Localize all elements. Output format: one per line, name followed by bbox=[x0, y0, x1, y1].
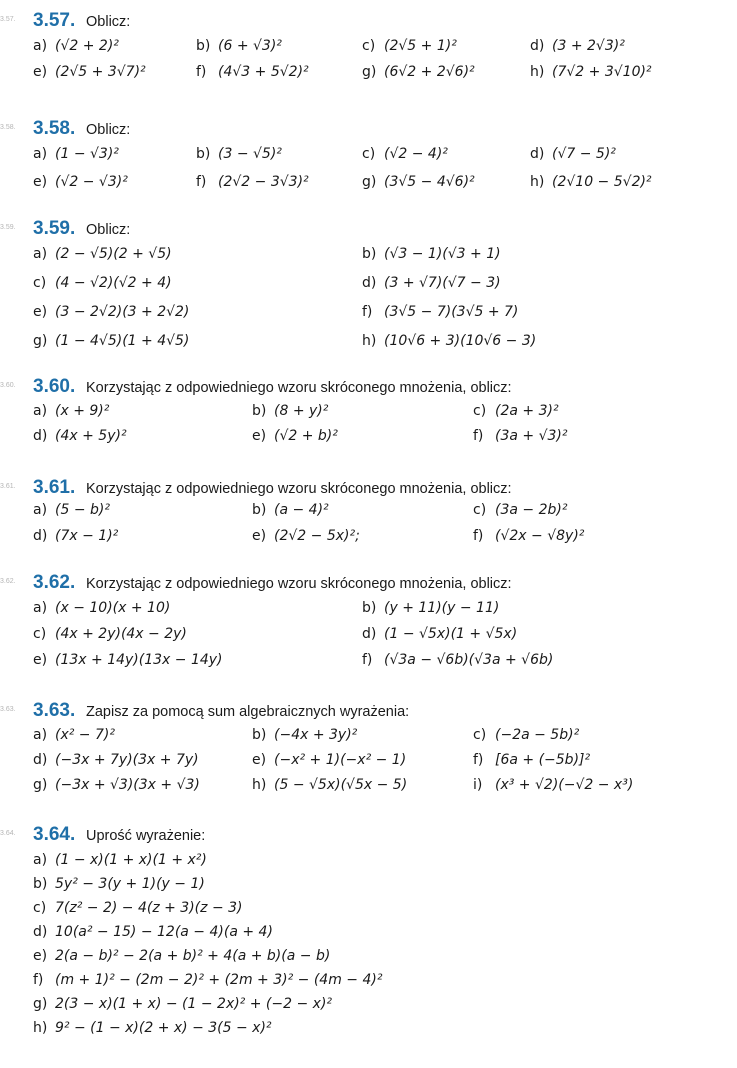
exercise-number: 3.61. bbox=[33, 477, 76, 498]
item-label: c) bbox=[473, 502, 487, 518]
exercise-item bbox=[33, 146, 119, 162]
item-expression: (x² − 7)² bbox=[55, 727, 115, 743]
item-label: h) bbox=[33, 1020, 48, 1036]
item-row bbox=[0, 38, 737, 62]
item-row bbox=[0, 403, 737, 427]
item-expression: (√2 − √3)² bbox=[55, 174, 128, 190]
item-label: d) bbox=[33, 752, 48, 768]
item-label: e) bbox=[33, 174, 48, 190]
item-label: f) bbox=[362, 304, 373, 320]
item-expression: 9² − (1 − x)(2 + x) − 3(5 − x)² bbox=[55, 1020, 272, 1036]
item-expression: 5y² − 3(y + 1)(y − 1) bbox=[55, 876, 205, 892]
exercise-item bbox=[33, 948, 330, 964]
item-row bbox=[0, 852, 737, 876]
exercise-instruction: Korzystając z odpowiedniego wzoru skróconego mnożenia, oblicz: bbox=[86, 576, 512, 592]
item-label: b) bbox=[252, 403, 267, 419]
exercise-item bbox=[252, 752, 406, 768]
margin-number: 3.59. bbox=[0, 224, 16, 231]
item-expression: (1 − √3)² bbox=[55, 146, 119, 162]
margin-number: 3.62. bbox=[0, 578, 16, 585]
margin-number: 3.64. bbox=[0, 830, 16, 837]
item-expression: (3a − 2b)² bbox=[495, 502, 568, 518]
item-label: d) bbox=[33, 428, 48, 444]
margin-number: 3.57. bbox=[0, 16, 16, 23]
item-label: i) bbox=[473, 777, 483, 793]
item-expression: (4x + 2y)(4x − 2y) bbox=[55, 626, 187, 642]
item-expression: (3 − 2√2)(3 + 2√2) bbox=[55, 304, 190, 320]
item-label: d) bbox=[530, 38, 545, 54]
item-expression: (−4x + 3y)² bbox=[274, 727, 358, 743]
item-label: b) bbox=[252, 502, 267, 518]
exercise-header bbox=[0, 218, 737, 242]
exercise-3-59 bbox=[0, 218, 737, 349]
item-expression: (2√5 + 1)² bbox=[384, 38, 457, 54]
margin-number: 3.58. bbox=[0, 124, 16, 131]
item-label: b) bbox=[362, 246, 377, 262]
exercise-item bbox=[196, 174, 309, 190]
item-expression: (4√3 + 5√2)² bbox=[218, 64, 309, 80]
item-label: g) bbox=[362, 64, 377, 80]
item-expression: (4x + 5y)² bbox=[55, 428, 127, 444]
exercise-item bbox=[362, 64, 475, 80]
item-expression: (2a + 3)² bbox=[495, 403, 559, 419]
item-row bbox=[0, 528, 737, 552]
exercise-item bbox=[473, 777, 633, 793]
item-label: b) bbox=[196, 38, 211, 54]
exercise-item bbox=[473, 403, 559, 419]
exercise-item bbox=[473, 752, 590, 768]
item-label: b) bbox=[33, 876, 48, 892]
exercise-item bbox=[252, 428, 338, 444]
item-expression: (2√5 + 3√7)² bbox=[55, 64, 146, 80]
exercise-header bbox=[0, 376, 737, 400]
item-label: c) bbox=[473, 727, 487, 743]
item-expression: (5 − √5x)(√5x − 5) bbox=[274, 777, 408, 793]
exercise-header bbox=[0, 10, 737, 34]
item-expression: (13x + 14y)(13x − 14y) bbox=[55, 652, 223, 668]
exercise-number: 3.63. bbox=[33, 700, 76, 721]
exercise-item bbox=[362, 146, 448, 162]
item-row bbox=[0, 174, 737, 198]
exercise-item bbox=[196, 38, 282, 54]
item-expression: 10(a² − 15) − 12(a − 4)(a + 4) bbox=[55, 924, 273, 940]
item-label: e) bbox=[33, 304, 48, 320]
item-label: a) bbox=[33, 600, 48, 616]
exercise-item bbox=[473, 428, 567, 444]
exercise-item bbox=[33, 333, 189, 349]
item-expression: (−3x + √3)(3x + √3) bbox=[55, 777, 200, 793]
exercise-item bbox=[362, 38, 457, 54]
exercise-item bbox=[196, 146, 282, 162]
exercise-instruction: Zapisz za pomocą sum algebraicznych wyrażenia: bbox=[86, 704, 410, 720]
exercise-instruction: Oblicz: bbox=[86, 14, 131, 30]
item-label: f) bbox=[196, 174, 207, 190]
item-row bbox=[0, 1020, 737, 1044]
item-expression: (6 + √3)² bbox=[218, 38, 282, 54]
item-expression: (√2 − 4)² bbox=[384, 146, 448, 162]
item-row bbox=[0, 652, 737, 676]
exercise-item bbox=[33, 777, 200, 793]
exercise-instruction: Oblicz: bbox=[86, 222, 131, 238]
exercise-instruction: Korzystając z odpowiedniego wzoru skróconego mnożenia, oblicz: bbox=[86, 380, 512, 396]
item-row bbox=[0, 600, 737, 624]
item-expression: (1 − 4√5)(1 + 4√5) bbox=[55, 333, 190, 349]
exercise-number: 3.60. bbox=[33, 376, 76, 397]
margin-number: 3.60. bbox=[0, 382, 16, 389]
item-label: a) bbox=[33, 852, 48, 868]
item-expression: (x³ + √2)(−√2 − x³) bbox=[495, 777, 634, 793]
exercise-item bbox=[530, 64, 652, 80]
item-expression: (6√2 + 2√6)² bbox=[384, 64, 475, 80]
exercise-item bbox=[252, 727, 357, 743]
item-label: a) bbox=[33, 403, 48, 419]
item-label: b) bbox=[362, 600, 377, 616]
exercise-3-58 bbox=[0, 118, 737, 190]
item-label: g) bbox=[362, 174, 377, 190]
item-expression: (√3a − √6b)(√3a + √6b) bbox=[384, 652, 554, 668]
exercise-item bbox=[33, 626, 187, 642]
exercise-item bbox=[362, 174, 475, 190]
item-expression: (7√2 + 3√10)² bbox=[552, 64, 652, 80]
item-expression: (√2 + 2)² bbox=[55, 38, 119, 54]
item-row bbox=[0, 948, 737, 972]
item-expression: (3a + √3)² bbox=[495, 428, 568, 444]
item-expression: (3 + 2√3)² bbox=[552, 38, 625, 54]
item-label: e) bbox=[252, 752, 267, 768]
item-row bbox=[0, 502, 737, 526]
exercise-header bbox=[0, 824, 737, 848]
item-label: b) bbox=[252, 727, 267, 743]
exercise-3-60 bbox=[0, 376, 737, 444]
exercise-item bbox=[473, 502, 567, 518]
exercise-instruction: Korzystając z odpowiedniego wzoru skróconego mnożenia, oblicz: bbox=[86, 481, 512, 497]
item-label: f) bbox=[196, 64, 207, 80]
exercise-item bbox=[33, 38, 119, 54]
exercise-item bbox=[33, 727, 115, 743]
exercise-number: 3.59. bbox=[33, 218, 76, 239]
item-label: a) bbox=[33, 727, 48, 743]
item-expression: (2√10 − 5√2)² bbox=[552, 174, 652, 190]
exercise-item bbox=[362, 626, 517, 642]
item-label: h) bbox=[362, 333, 377, 349]
item-row bbox=[0, 626, 737, 650]
item-row bbox=[0, 428, 737, 452]
exercise-item bbox=[252, 528, 360, 544]
item-row bbox=[0, 246, 737, 270]
exercise-item bbox=[33, 900, 243, 916]
item-label: d) bbox=[33, 924, 48, 940]
item-label: d) bbox=[362, 626, 377, 642]
item-expression: (√2x − √8y)² bbox=[495, 528, 585, 544]
item-row bbox=[0, 752, 737, 776]
exercise-instruction: Oblicz: bbox=[86, 122, 131, 138]
item-label: h) bbox=[252, 777, 267, 793]
exercise-number: 3.57. bbox=[33, 10, 76, 31]
item-label: e) bbox=[33, 652, 48, 668]
item-expression: (4 − √2)(√2 + 4) bbox=[55, 275, 172, 291]
item-label: g) bbox=[33, 777, 48, 793]
exercise-header bbox=[0, 477, 737, 501]
exercise-item bbox=[33, 996, 332, 1012]
exercise-item bbox=[473, 727, 579, 743]
item-label: h) bbox=[530, 174, 545, 190]
item-label: e) bbox=[33, 64, 48, 80]
item-expression: (√3 − 1)(√3 + 1) bbox=[384, 246, 501, 262]
exercise-3-61 bbox=[0, 477, 737, 544]
exercise-header bbox=[0, 572, 737, 596]
item-row bbox=[0, 275, 737, 299]
exercise-item bbox=[252, 502, 329, 518]
item-expression: [6a + (−5b)]² bbox=[495, 752, 591, 768]
exercise-number: 3.58. bbox=[33, 118, 76, 139]
exercise-3-64 bbox=[0, 824, 737, 1036]
item-expression: (a − 4)² bbox=[274, 502, 329, 518]
item-label: f) bbox=[362, 652, 373, 668]
item-label: d) bbox=[33, 528, 48, 544]
item-label: e) bbox=[252, 528, 267, 544]
item-row bbox=[0, 727, 737, 751]
item-label: c) bbox=[362, 146, 376, 162]
exercise-item bbox=[33, 502, 110, 518]
item-expression: (8 + y)² bbox=[274, 403, 329, 419]
item-expression: 2(3 − x)(1 + x) − (1 − 2x)² + (−2 − x)² bbox=[55, 996, 333, 1012]
exercise-item bbox=[33, 972, 382, 988]
item-label: c) bbox=[33, 900, 47, 916]
item-row bbox=[0, 333, 737, 357]
exercise-item bbox=[252, 777, 407, 793]
item-label: g) bbox=[33, 996, 48, 1012]
exercise-item bbox=[473, 528, 584, 544]
item-expression: (x + 9)² bbox=[55, 403, 110, 419]
exercise-item bbox=[33, 275, 172, 291]
item-label: a) bbox=[33, 146, 48, 162]
margin-number: 3.61. bbox=[0, 483, 16, 490]
exercise-item bbox=[33, 64, 146, 80]
item-label: e) bbox=[252, 428, 267, 444]
item-label: f) bbox=[473, 752, 484, 768]
item-expression: (3 + √7)(√7 − 3) bbox=[384, 275, 501, 291]
exercise-item bbox=[33, 924, 273, 940]
item-label: h) bbox=[530, 64, 545, 80]
item-expression: (√2 + b)² bbox=[274, 428, 338, 444]
item-expression: 7(z² − 2) − 4(z + 3)(z − 3) bbox=[55, 900, 243, 916]
exercise-item bbox=[33, 600, 170, 616]
item-expression: (5 − b)² bbox=[55, 502, 110, 518]
item-label: c) bbox=[473, 403, 487, 419]
item-label: a) bbox=[33, 502, 48, 518]
item-label: c) bbox=[33, 626, 47, 642]
exercise-item bbox=[362, 304, 518, 320]
item-expression: (x − 10)(x + 10) bbox=[55, 600, 171, 616]
item-label: a) bbox=[33, 38, 48, 54]
exercise-item bbox=[252, 403, 328, 419]
exercise-item bbox=[33, 1020, 272, 1036]
item-row bbox=[0, 304, 737, 328]
item-label: c) bbox=[362, 38, 376, 54]
item-label: a) bbox=[33, 246, 48, 262]
exercise-number: 3.64. bbox=[33, 824, 76, 845]
item-label: f) bbox=[473, 428, 484, 444]
exercise-3-57 bbox=[0, 10, 737, 80]
exercise-3-62 bbox=[0, 572, 737, 668]
exercise-item bbox=[362, 333, 536, 349]
margin-number: 3.63. bbox=[0, 706, 16, 713]
item-row bbox=[0, 996, 737, 1020]
exercise-item bbox=[33, 403, 109, 419]
exercise-header bbox=[0, 700, 737, 724]
item-expression: (−x² + 1)(−x² − 1) bbox=[274, 752, 407, 768]
item-label: f) bbox=[33, 972, 44, 988]
item-expression: (−2a − 5b)² bbox=[495, 727, 580, 743]
item-expression: (3 − √5)² bbox=[218, 146, 282, 162]
exercise-item bbox=[530, 38, 625, 54]
exercise-item bbox=[196, 64, 309, 80]
exercise-item bbox=[33, 752, 199, 768]
item-expression: (3√5 − 4√6)² bbox=[384, 174, 475, 190]
item-label: f) bbox=[473, 528, 484, 544]
exercise-instruction: Uprość wyrażenie: bbox=[86, 828, 206, 844]
exercise-item bbox=[33, 528, 118, 544]
item-row bbox=[0, 777, 737, 801]
exercise-item bbox=[362, 275, 501, 291]
item-label: b) bbox=[196, 146, 211, 162]
exercise-item bbox=[33, 876, 205, 892]
item-expression: (2√2 − 5x)²; bbox=[274, 528, 360, 544]
item-expression: (2√2 − 3√3)² bbox=[218, 174, 309, 190]
exercise-item bbox=[362, 652, 553, 668]
item-row bbox=[0, 146, 737, 170]
exercise-item bbox=[362, 246, 501, 262]
item-label: g) bbox=[33, 333, 48, 349]
exercise-item bbox=[33, 428, 127, 444]
item-expression: (2 − √5)(2 + √5) bbox=[55, 246, 172, 262]
item-expression: (−3x + 7y)(3x + 7y) bbox=[55, 752, 199, 768]
exercise-item bbox=[530, 174, 652, 190]
item-row bbox=[0, 64, 737, 88]
exercise-item bbox=[33, 174, 128, 190]
exercise-item bbox=[33, 246, 172, 262]
item-expression: (√7 − 5)² bbox=[552, 146, 616, 162]
item-label: d) bbox=[362, 275, 377, 291]
item-row bbox=[0, 972, 737, 996]
item-label: c) bbox=[33, 275, 47, 291]
exercise-item bbox=[33, 304, 189, 320]
item-expression: (3√5 − 7)(3√5 + 7) bbox=[384, 304, 519, 320]
item-row bbox=[0, 924, 737, 948]
exercise-item bbox=[33, 652, 223, 668]
item-expression: (7x − 1)² bbox=[55, 528, 119, 544]
item-expression: 2(a − b)² − 2(a + b)² + 4(a + b)(a − b) bbox=[55, 948, 331, 964]
exercise-header bbox=[0, 118, 737, 142]
item-expression: (m + 1)² − (2m − 2)² + (2m + 3)² − (4m − 4)² bbox=[55, 972, 383, 988]
item-expression: (10√6 + 3)(10√6 − 3) bbox=[384, 333, 537, 349]
item-expression: (y + 11)(y − 11) bbox=[384, 600, 500, 616]
exercise-item bbox=[530, 146, 616, 162]
item-row bbox=[0, 876, 737, 900]
item-row bbox=[0, 900, 737, 924]
item-expression: (1 − √5x)(1 + √5x) bbox=[384, 626, 518, 642]
item-expression: (1 − x)(1 + x)(1 + x²) bbox=[55, 852, 207, 868]
exercise-number: 3.62. bbox=[33, 572, 76, 593]
item-label: e) bbox=[33, 948, 48, 964]
exercise-item bbox=[362, 600, 499, 616]
item-label: d) bbox=[530, 146, 545, 162]
exercise-3-63 bbox=[0, 700, 737, 793]
exercise-item bbox=[33, 852, 207, 868]
